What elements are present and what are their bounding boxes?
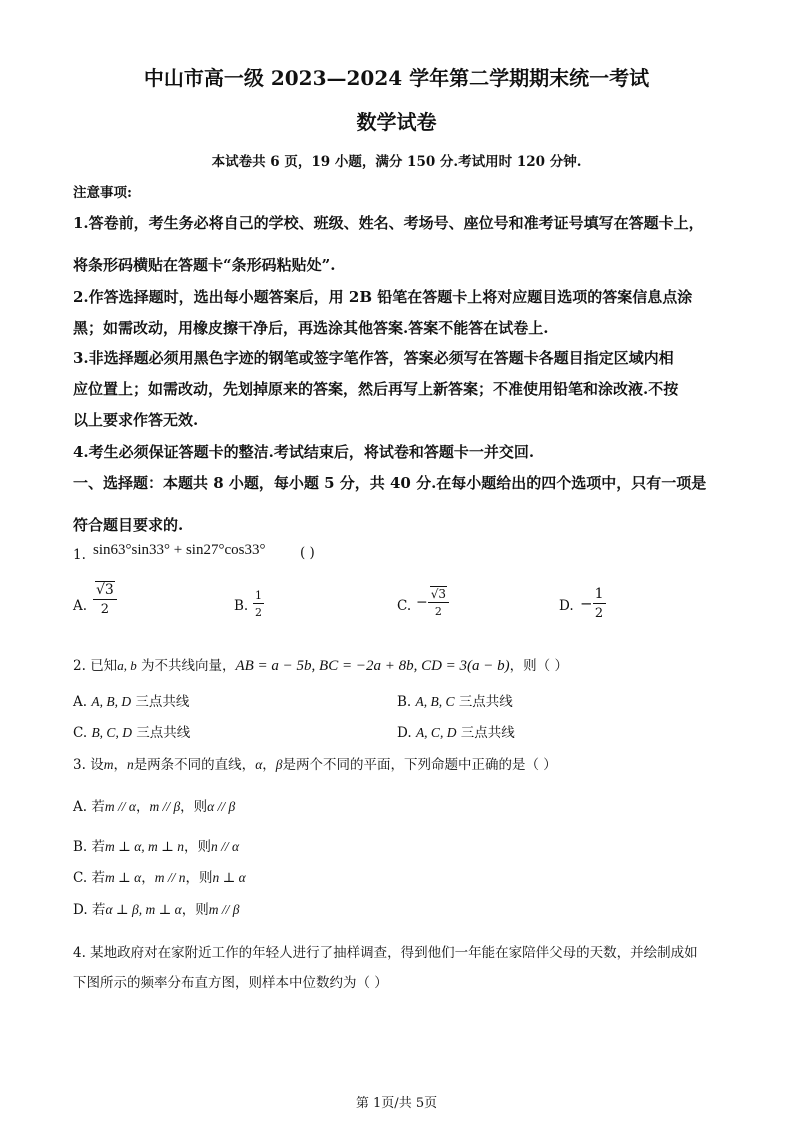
- q1-option-d-denominator: 2: [594, 606, 604, 621]
- q2-option-c-points: B, C, D: [91, 725, 132, 740]
- q2-option-b-points: A, B, C: [415, 694, 455, 709]
- q1-paren: ( ): [300, 545, 315, 561]
- q3-n: n: [126, 757, 134, 772]
- notice-item-4: 4.考生必须保证答题卡的整洁.考试结束后，将试卷和答题卡一并交回.: [73, 443, 535, 461]
- q1-option-c-denominator: 2: [434, 605, 442, 618]
- q2-expression: AB = a − 5b, BC = −2a + 8b, CD = 3(a − b): [235, 658, 510, 674]
- q3-number: 3.: [73, 757, 86, 773]
- notice-item-3-line-1: 3.非选择题必须用黑色字迹的钢笔或签字笔作答，答案必须写在答题卡各题目指定区域内相: [73, 349, 674, 367]
- q2-option-a: [73, 690, 189, 710]
- q3-option-d-label: D.: [73, 902, 88, 918]
- q3-option-d-then: ，则: [181, 902, 209, 918]
- notice-item-3-line-3: 以上要求作答无效.: [73, 411, 199, 429]
- q1-option-d-numerator: 1: [594, 586, 604, 602]
- q3-option-c-then: ，则: [185, 870, 213, 886]
- q1-option-b: [253, 590, 264, 618]
- q2-number: 2.: [73, 658, 86, 674]
- q3-option-a-result: α // β: [207, 799, 236, 814]
- q2-option-c-label: C.: [73, 725, 88, 741]
- q1-option-c-label: C.: [397, 598, 412, 614]
- q3-option-d-cond-1: α ⊥ β, m ⊥ α: [105, 902, 182, 917]
- q3-option-a-if: 若: [91, 799, 105, 815]
- q2-option-d-points: A, C, D: [415, 725, 457, 740]
- q1-option-a-denominator: 2: [100, 602, 110, 617]
- q3-option-a-cond-2: m // β: [149, 799, 181, 814]
- q3-option-c-cond-1: m ⊥ α: [104, 870, 142, 885]
- q3-option-a: [73, 795, 235, 815]
- q3-text-3: 是两个不同的平面，下列命题中正确的是（ ）: [282, 757, 557, 773]
- q3-option-a-sep: ，: [135, 799, 150, 815]
- q3-option-d: [73, 898, 239, 918]
- q3-option-d-if: 若: [91, 902, 106, 918]
- notice-item-1-line-1: 1.答卷前，考生务必将自己的学校、班级、姓名、考场号、座位号和准考证号填写在答题卡上，: [73, 214, 704, 232]
- q4-line-2: 下图所示的频率分布直方图，则样本中位数约为（ ）: [73, 975, 388, 991]
- q1-number: 1.: [73, 547, 86, 563]
- q3-option-b-if: 若: [91, 839, 106, 855]
- q2-text-post: ，则（ ）: [509, 658, 568, 674]
- q1-option-d-label: D.: [559, 598, 574, 614]
- notice-item-2-line-2: 黑；如需改动，用橡皮擦干净后，再选涂其他答案.答案不能答在试卷上.: [73, 319, 549, 337]
- q3-stem: [73, 753, 557, 773]
- q3-option-a-label: A.: [73, 799, 88, 815]
- q2-option-d: [397, 721, 515, 741]
- q3-text-2: 是两条不同的直线，: [133, 757, 256, 773]
- q1-option-d-sign: −: [580, 594, 593, 613]
- q2-option-a-label: A.: [73, 694, 88, 710]
- q1-option-a: [93, 583, 117, 616]
- q1-option-d: [580, 587, 606, 620]
- q1-expression: sin63°sin33° + sin27°cos33°: [93, 542, 266, 558]
- q2-option-c: [73, 721, 190, 741]
- q3-option-c-if: 若: [91, 870, 105, 886]
- q4-line-1: 4. 某地政府对在家附近工作的年轻人进行了抽样调查，得到他们一年能在家陪伴父母的天数，并绘制成如: [73, 945, 698, 961]
- q2-option-d-text: 三点共线: [460, 725, 515, 741]
- q1-option-c: [416, 588, 449, 617]
- q3-option-d-result: m // β: [208, 902, 240, 917]
- section-1-line-2: 符合题目要求的.: [73, 516, 184, 534]
- q3-sep-2: ，: [262, 757, 276, 773]
- exam-info: 本试卷共 6 页，19 小题，满分 150 分.考试用时 120 分钟.: [211, 154, 582, 170]
- notice-heading: 注意事项:: [73, 185, 132, 201]
- q2-option-a-text: 三点共线: [135, 694, 190, 710]
- section-1-line-1: 一、选择题：本题共 8 小题，每小题 5 分，共 40 分.在每小题给出的四个选项中，只有一项是: [73, 474, 707, 492]
- q2-text-pre: 已知: [90, 658, 118, 674]
- q2-option-b-label: B.: [397, 694, 412, 710]
- page-footer: 第 1页/共 5页: [355, 1096, 438, 1111]
- q3-option-c: [73, 866, 246, 886]
- q1-option-c-sign: −: [416, 594, 428, 611]
- q3-option-b-then: ，则: [184, 839, 211, 855]
- q1-option-c-numerator: √3: [430, 587, 447, 601]
- q2-line: [73, 654, 568, 675]
- q3-option-a-then: ，则: [180, 799, 208, 815]
- q2-option-c-text: 三点共线: [136, 725, 191, 741]
- q3-option-c-sep: ，: [141, 870, 155, 886]
- q3-option-c-result: n ⊥ α: [212, 870, 246, 885]
- q2-text-mid: 为不共线向量，: [140, 658, 236, 674]
- q2-option-a-points: A, B, D: [91, 694, 132, 709]
- q2-option-b-text: 三点共线: [458, 694, 513, 710]
- q1-option-a-numerator: √3: [96, 582, 114, 598]
- q3-option-b-cond-1: m ⊥ α, m ⊥ n: [105, 839, 184, 854]
- q3-option-b: [73, 835, 239, 855]
- exam-subtitle: 数学试卷: [356, 110, 437, 134]
- notice-item-3-line-2: 应位置上；如需改动，先划掉原来的答案，然后再写上新答案；不准使用铅笔和涂改液.不按: [73, 380, 679, 398]
- q2-vectors: a, b: [117, 658, 137, 673]
- q3-option-b-label: B.: [73, 839, 88, 855]
- q2-option-b: [397, 690, 513, 710]
- q1-option-b-label: B.: [234, 598, 249, 614]
- q2-option-d-label: D.: [397, 725, 412, 741]
- q3-alpha: α: [255, 757, 263, 772]
- q3-option-a-cond-1: m // α: [104, 799, 136, 814]
- q3-beta: β: [275, 757, 283, 772]
- q3-option-c-cond-2: m // n: [154, 870, 186, 885]
- q3-option-b-result: n // α: [211, 839, 240, 854]
- q3-text-1: 设: [90, 757, 104, 773]
- exam-title: 中山市高一级 2023—2024 学年第二学期期末统一考试: [143, 66, 650, 90]
- notice-item-1-line-2: 将条形码横贴在答题卡“条形码粘贴处”.: [73, 256, 336, 274]
- q3-option-c-label: C.: [73, 870, 88, 886]
- q1-option-b-denominator: 2: [255, 606, 262, 619]
- q3-sep-1: ，: [113, 757, 127, 773]
- notice-item-2-line-1: 2.作答选择题时，选出每小题答案后，用 2B 铅笔在答题卡上将对应题目选项的答案信息点涂: [73, 288, 693, 306]
- q1-option-b-numerator: 1: [255, 589, 262, 602]
- q3-m: m: [103, 757, 114, 772]
- q1-option-a-label: A.: [73, 598, 88, 614]
